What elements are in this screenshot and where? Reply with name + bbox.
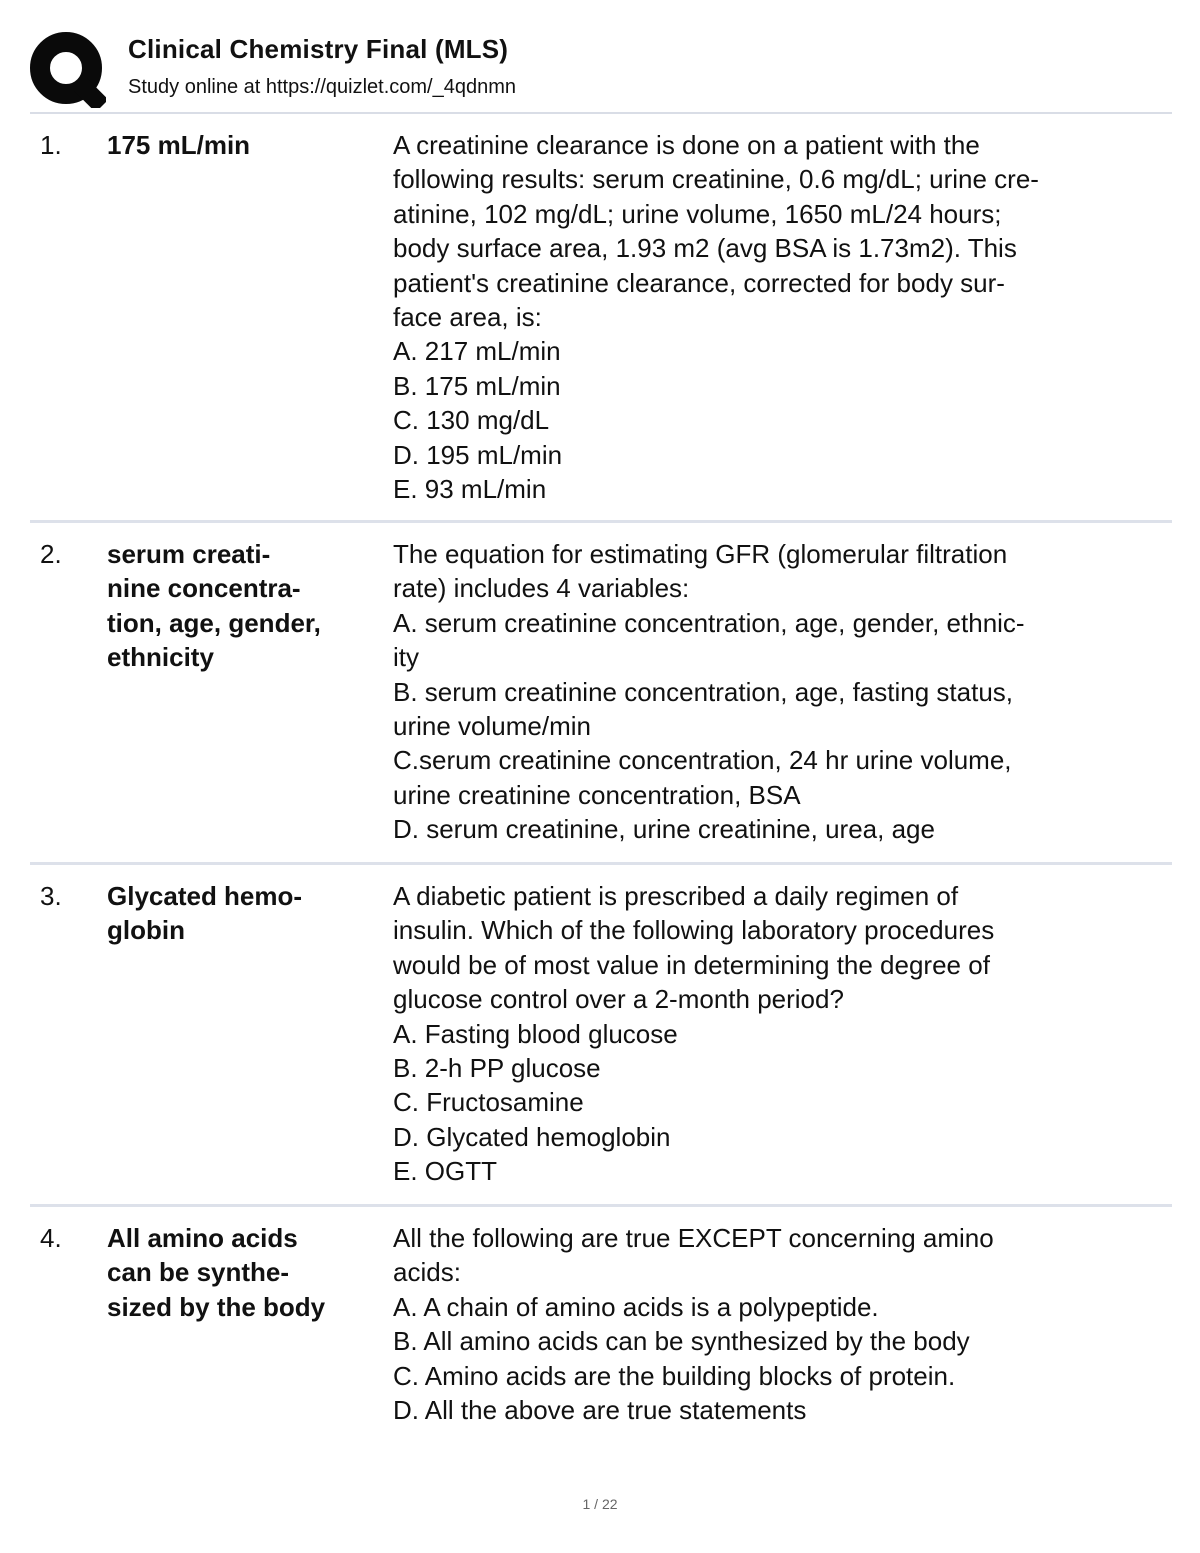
definition-line: C.serum creatinine concentration, 24 hr urine volume, [393, 745, 1012, 776]
term-line: All amino acids [107, 1223, 298, 1253]
quizlet-q-logo-icon [30, 32, 106, 108]
term-line: globin [107, 915, 185, 946]
definition-line: D. 195 mL/min [393, 439, 563, 470]
definition-line: E. 93 mL/min [393, 474, 547, 505]
definition-line: C. Fructosamine [393, 1087, 584, 1118]
definition-line: B. serum creatinine concentration, age, fasting status, [393, 676, 1014, 707]
flashcard-row [30, 523, 1172, 865]
term-line: Glycated hemo- [107, 881, 303, 911]
flashcard-row [30, 1207, 1172, 1427]
definition-line: B. 175 mL/min [393, 370, 561, 401]
definition-line: C. 130 mg/dL [393, 405, 550, 436]
card-definition [393, 128, 1172, 520]
flashcard-row [30, 114, 1172, 523]
definition-line: urine creatinine concentration, BSA [393, 779, 801, 810]
definition-line: atinine, 102 mg/dL; urine volume, 1650 mL/24 hours; [393, 198, 1002, 229]
card-definition [393, 537, 1172, 862]
card-term [107, 128, 393, 520]
definition-line: A. 217 mL/min [393, 336, 561, 367]
term-line: tion, age, gender, [107, 607, 321, 638]
term-line: ethnicity [107, 642, 214, 673]
definition-line: glucose control over a 2-month period? [393, 984, 844, 1015]
definition-line: face area, is: [393, 302, 542, 333]
definition-line: All the following are true EXCEPT concerning amino [393, 1223, 994, 1253]
definition-line: insulin. Which of the following laboratory procedures [393, 915, 995, 946]
definition-line: would be of most value in determining the degree of [393, 949, 990, 980]
definition-line: A diabetic patient is prescribed a daily regimen of [393, 881, 959, 911]
definition-line: C. Amino acids are the building blocks of protein. [393, 1360, 956, 1391]
card-term [107, 879, 393, 1204]
card-number: 3. [40, 881, 62, 911]
term-line: sized by the body [107, 1291, 326, 1322]
definition-line: B. 2-h PP glucose [393, 1053, 601, 1084]
card-definition [393, 879, 1172, 1204]
definition-line: E. OGTT [393, 1156, 497, 1187]
definition-line: A. A chain of amino acids is a polypeptide. [393, 1291, 879, 1322]
definition-line: rate) includes 4 variables: [393, 573, 690, 604]
document-title: Clinical Chemistry Final (MLS) [128, 34, 509, 64]
page-number: 1 / 22 [582, 1496, 618, 1512]
card-term [107, 537, 393, 862]
card-number: 2. [40, 539, 62, 569]
definition-line: A. Fasting blood glucose [393, 1018, 678, 1049]
term-line: serum creati- [107, 539, 271, 569]
term-line: can be synthe- [107, 1257, 290, 1288]
definition-line: following results: serum creatinine, 0.6 mg/dL; urine cre- [393, 164, 1039, 195]
term-line: nine concentra- [107, 573, 301, 604]
card-number: 1. [40, 130, 62, 160]
definition-line: ity [393, 642, 419, 673]
definition-line: patient's creatinine clearance, corrected for body sur- [393, 267, 1005, 298]
definition-line: A. serum creatinine concentration, age, gender, ethnic- [393, 607, 1025, 638]
card-term [107, 1221, 393, 1427]
definition-line: urine volume/min [393, 711, 591, 742]
flashcard-row [30, 865, 1172, 1207]
card-number: 4. [40, 1223, 62, 1253]
term-line: 175 mL/min [107, 130, 251, 160]
card-definition [393, 1221, 1172, 1427]
definition-line: body surface area, 1.93 m2 (avg BSA is 1.73m2). This [393, 233, 1017, 264]
definition-line: B. All amino acids can be synthesized by the body [393, 1326, 970, 1357]
definition-line: acids: [393, 1257, 461, 1288]
document-subtitle: Study online at https://quizlet.com/_4qdnmn [128, 76, 517, 98]
definition-line: A creatinine clearance is done on a patient with the [393, 130, 980, 160]
definition-line: D. serum creatinine, urine creatinine, urea, age [393, 814, 935, 845]
document-header [30, 28, 1172, 114]
definition-line: D. Glycated hemoglobin [393, 1121, 671, 1152]
definition-line: D. All the above are true statements [393, 1395, 807, 1426]
definition-line: The equation for estimating GFR (glomerular filtration [393, 539, 1008, 569]
flashcard-list [30, 114, 1172, 1427]
